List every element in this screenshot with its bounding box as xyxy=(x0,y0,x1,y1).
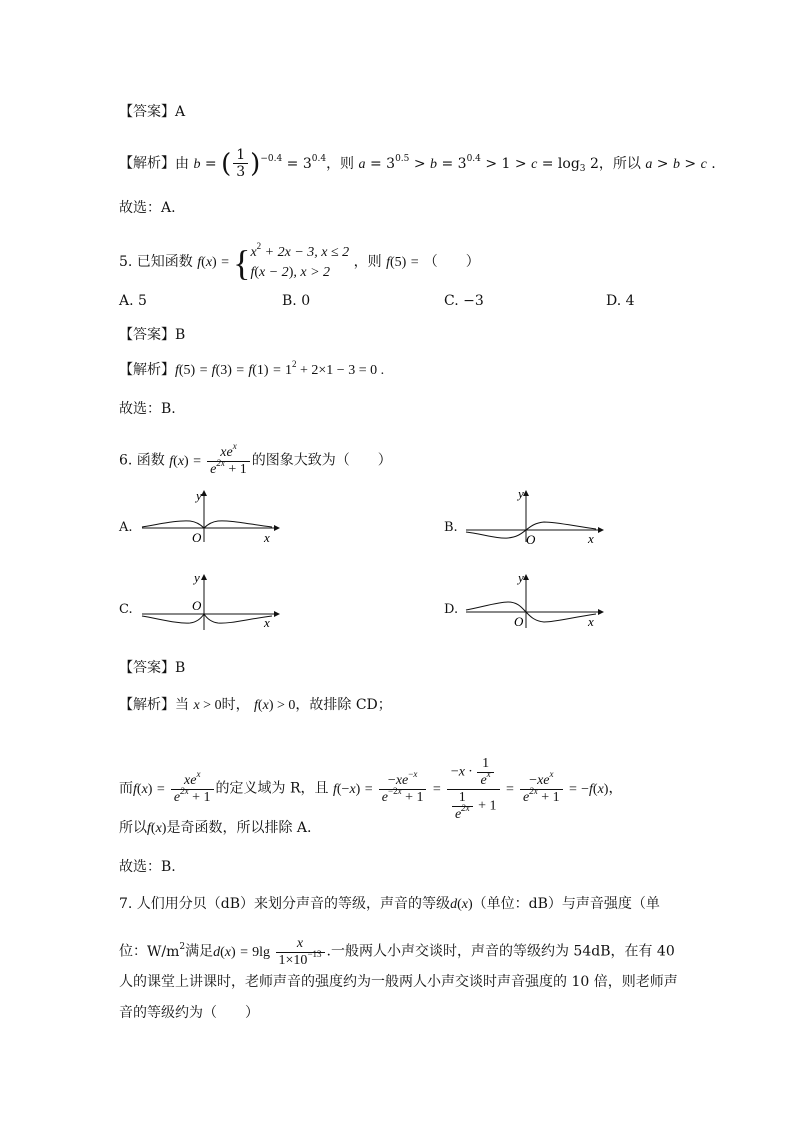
q7-text: 满足 xyxy=(185,943,214,960)
answer-blank: （ ） xyxy=(423,254,480,271)
q5-analysis xyxy=(119,360,384,381)
analysis-text: 所以 xyxy=(119,820,147,836)
graph-d-label: D. xyxy=(444,602,459,617)
y-axis-label: y xyxy=(518,486,524,501)
x-axis-label: x xyxy=(264,530,270,544)
q4-analysis xyxy=(119,147,716,180)
analysis-label: 【解析】 xyxy=(119,362,175,378)
math-q6-function: f(x) = $\frac{xe^x}{e^{2x} + 1}$ xyxy=(169,454,252,469)
math-x-positive: x > 0 xyxy=(193,698,222,713)
q7-text: 位： xyxy=(119,943,147,960)
math-q5-analysis: $f(5) = f(3) = f(1) = 1^2 + 2\times 1 - 3 = 0$ . xyxy=(175,359,385,378)
q7-text: .一般两人小声交谈时，声音的等级约为 54dB，在有 40 xyxy=(326,943,675,960)
x-axis-label: x xyxy=(264,615,270,630)
y-axis-label: y xyxy=(194,570,200,585)
analysis-text: 时， xyxy=(221,697,250,713)
q6-stem-suffix: 的图象大致为（ ） xyxy=(251,452,392,469)
q6-stem xyxy=(119,441,392,478)
origin-label: O xyxy=(526,532,536,544)
q7-line-1 xyxy=(119,894,660,915)
q6-answer: 【答案】B xyxy=(119,660,186,676)
graph-a-label: A. xyxy=(119,520,133,535)
q6-stem-prefix: 6. 函数 xyxy=(119,452,165,469)
q5-option-b: B. 0 xyxy=(282,293,311,309)
y-axis-label: y xyxy=(518,570,524,585)
q7-text: （单位：dB）与声音强度（单 xyxy=(472,896,660,912)
graph-d xyxy=(464,570,604,630)
math-f5: f(5) = xyxy=(386,255,420,271)
q7-line-2 xyxy=(119,936,675,969)
analysis-label: 【解析】 xyxy=(119,155,175,172)
math-f-def: f(x) = $\frac{xe^x}{e^{2x} + 1}$ xyxy=(133,782,216,797)
origin-label: O xyxy=(192,598,202,613)
origin-label: O xyxy=(192,530,202,544)
graph-c-label: C. xyxy=(119,602,133,617)
q5-stem-suffix: ，则 xyxy=(353,254,382,271)
q6-choose: 故选：B. xyxy=(119,859,176,875)
graph-c xyxy=(140,570,280,630)
graph-a xyxy=(140,486,280,544)
analysis-text: ，故排除 CD； xyxy=(295,697,392,713)
analysis-text: ， xyxy=(608,780,623,797)
origin-label: O xyxy=(514,614,524,629)
q4-choose: 故选：A. xyxy=(119,200,176,216)
graph-b xyxy=(464,486,604,544)
q6-analysis-3 xyxy=(119,818,311,839)
math-q5-function: $f(x) = \{x^2 + 2x - 3$, x ≤ 2 f(x − 2), x > 2 xyxy=(197,241,350,283)
q5-answer: 【答案】B xyxy=(119,327,186,343)
q7-text: 7. 人们用分贝（dB）来划分声音的等级，声音的等级 xyxy=(119,896,451,912)
q5-stem xyxy=(119,243,480,283)
x-axis-label: x xyxy=(588,531,594,544)
y-axis-label: y xyxy=(196,488,202,503)
analysis-text: 当 xyxy=(175,697,189,713)
q4-answer: 【答案】A xyxy=(119,104,186,120)
q7-line-3: 人的课堂上讲课时，老师声音的强度约为一般两人小声交谈时声音强度的 10 倍，则老师声 xyxy=(119,974,678,990)
math-decibel-formula: d(x) = 9lg $\frac{x}{1\times 10^{-13}}$ xyxy=(213,945,326,960)
analysis-text: 而 xyxy=(119,780,133,797)
graph-b-label: B. xyxy=(444,520,458,535)
q6-analysis-2 xyxy=(119,756,622,823)
analysis-label: 【解析】 xyxy=(119,697,175,713)
analysis-text: 的定义域为 R，且 xyxy=(215,780,329,797)
q5-option-d: D. 4 xyxy=(606,293,635,309)
analysis-text: 是奇函数，所以排除 A. xyxy=(166,820,312,836)
math-f-positive: f(x) > 0 xyxy=(254,698,296,713)
q5-stem-prefix: 5. 已知函数 xyxy=(119,254,193,271)
math-fx: f(x) xyxy=(147,821,167,836)
q5-choose: 故选：B. xyxy=(119,401,176,417)
math-odd-proof: f(−x) = $\frac{-xe^{-x}}{e^{-2x} + 1}$ = −x · $\frac{1}{e^x}$ $\frac{1}{e^{2x}}$ + 1 = $\frac{-xe^x}{e^{2x} + 1}$ = −f(x) xyxy=(332,756,609,822)
q7-line-4: 音的等级约为（ ） xyxy=(119,1005,259,1021)
q6-analysis-1 xyxy=(119,695,392,716)
x-axis-label: x xyxy=(588,614,594,629)
q5-option-c: C. −3 xyxy=(444,293,484,309)
q5-option-a: A. 5 xyxy=(119,293,147,309)
math-unit: $W/m^2$ xyxy=(147,941,186,960)
math-q4-analysis: 由 b = ( $\frac{1}{3}$ )$^{-0.4} = 3^{0.4}$，则 $a = 3^{0.5} > b = 3^{0.4} > 1 > c = \log_3 2$，所以 a > b > c . xyxy=(175,147,716,180)
math-dx: d(x) xyxy=(450,897,473,912)
